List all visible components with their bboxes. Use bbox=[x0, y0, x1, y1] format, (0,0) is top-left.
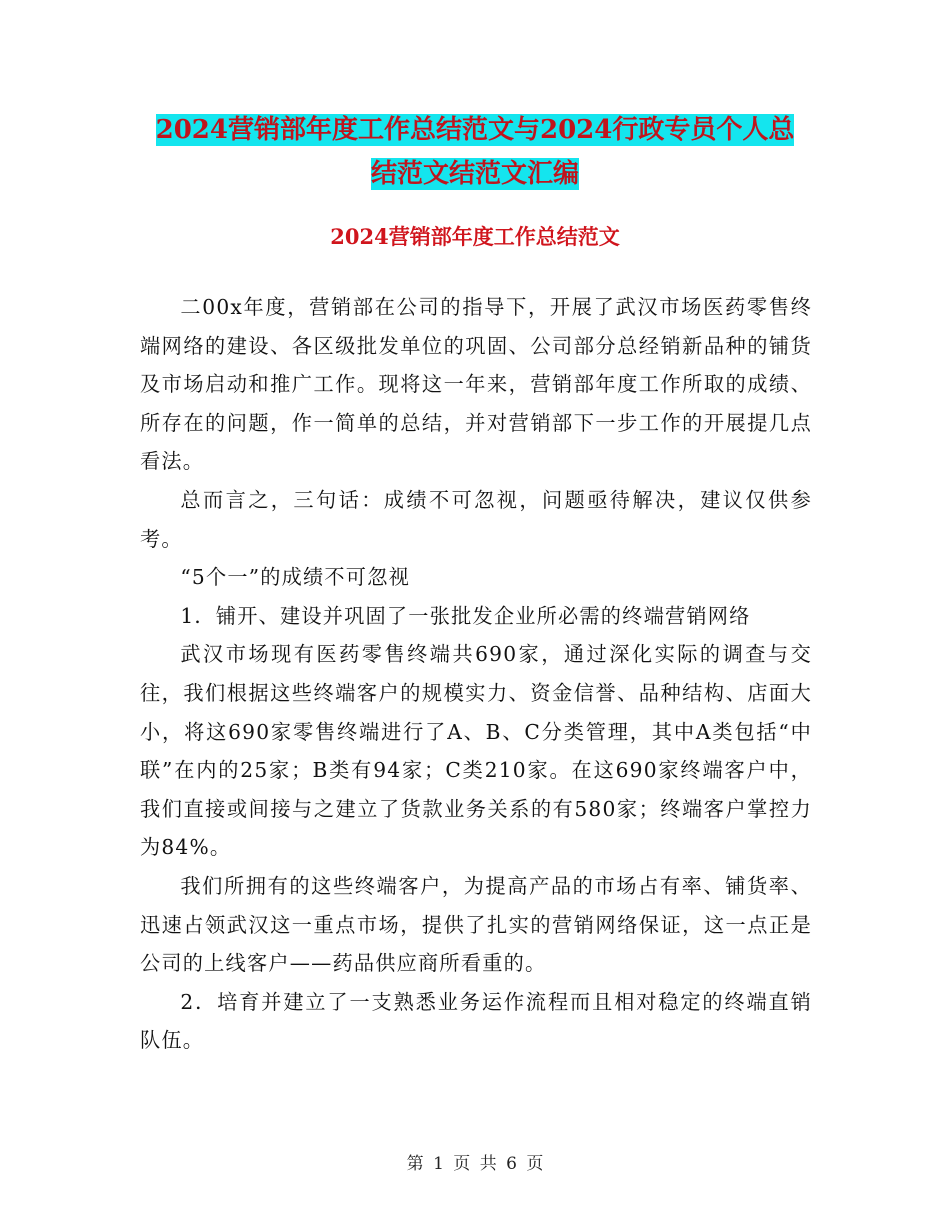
document-title-line-2 bbox=[0, 152, 950, 196]
title-highlight: 2024营销部年度工作总结范文与2024行政专员个人总 bbox=[155, 115, 795, 145]
paragraph: 1．铺开、建设并巩固了一张批发企业所必需的终端营销网络 bbox=[180, 603, 751, 628]
paragraph: 2．培育并建立了一支熟悉业务运作流程而且相对稳定的终端直销队伍。 bbox=[140, 989, 812, 1053]
title-highlight: 结范文结范文汇编 bbox=[370, 159, 579, 189]
paragraph: 我们所拥有的这些终端客户，为提高产品的市场占有率、铺货率、迅速占领武汉这一重点市场，提供了扎实的营销网络保证，这一点正是公司的上线客户——药品供应商所看重的。 bbox=[140, 873, 812, 976]
body-text bbox=[140, 288, 812, 1060]
paragraph: “5个一”的成绩不可忽视 bbox=[180, 565, 410, 590]
document-title-line-1 bbox=[0, 108, 950, 152]
paragraph: 二00x年度，营销部在公司的指导下，开展了武汉市场医药零售终端网络的建设、各区级批发单位的巩固、公司部分总经销新品种的铺货及市场启动和推广工作。现将这一年来，营销部年度工作所取的成绩、所存在的问题，作一简单的总结，并对营销部下一步工作的开展提几点看法。 bbox=[140, 295, 812, 474]
page-number-footer: 第 1 页 共 6 页 bbox=[406, 1154, 544, 1174]
section-title: 2024营销部年度工作总结范文 bbox=[330, 224, 620, 249]
paragraph: 武汉市场现有医药零售终端共690家，通过深化实际的调查与交往，我们根据这些终端客户的规模实力、资金信誉、品种结构、店面大小，将这690家零售终端进行了A、B、C分类管理，其中A类包括“中联”在内的25家；B类有94家；C类210家。在这690家终端客户中，我们直接或间接与之建立了货款业务关系的有580家；终端客户掌控力为84%。 bbox=[140, 642, 812, 860]
paragraph: 总而言之，三句话：成绩不可忽视，问题亟待解决，建议仅供参考。 bbox=[140, 487, 812, 551]
